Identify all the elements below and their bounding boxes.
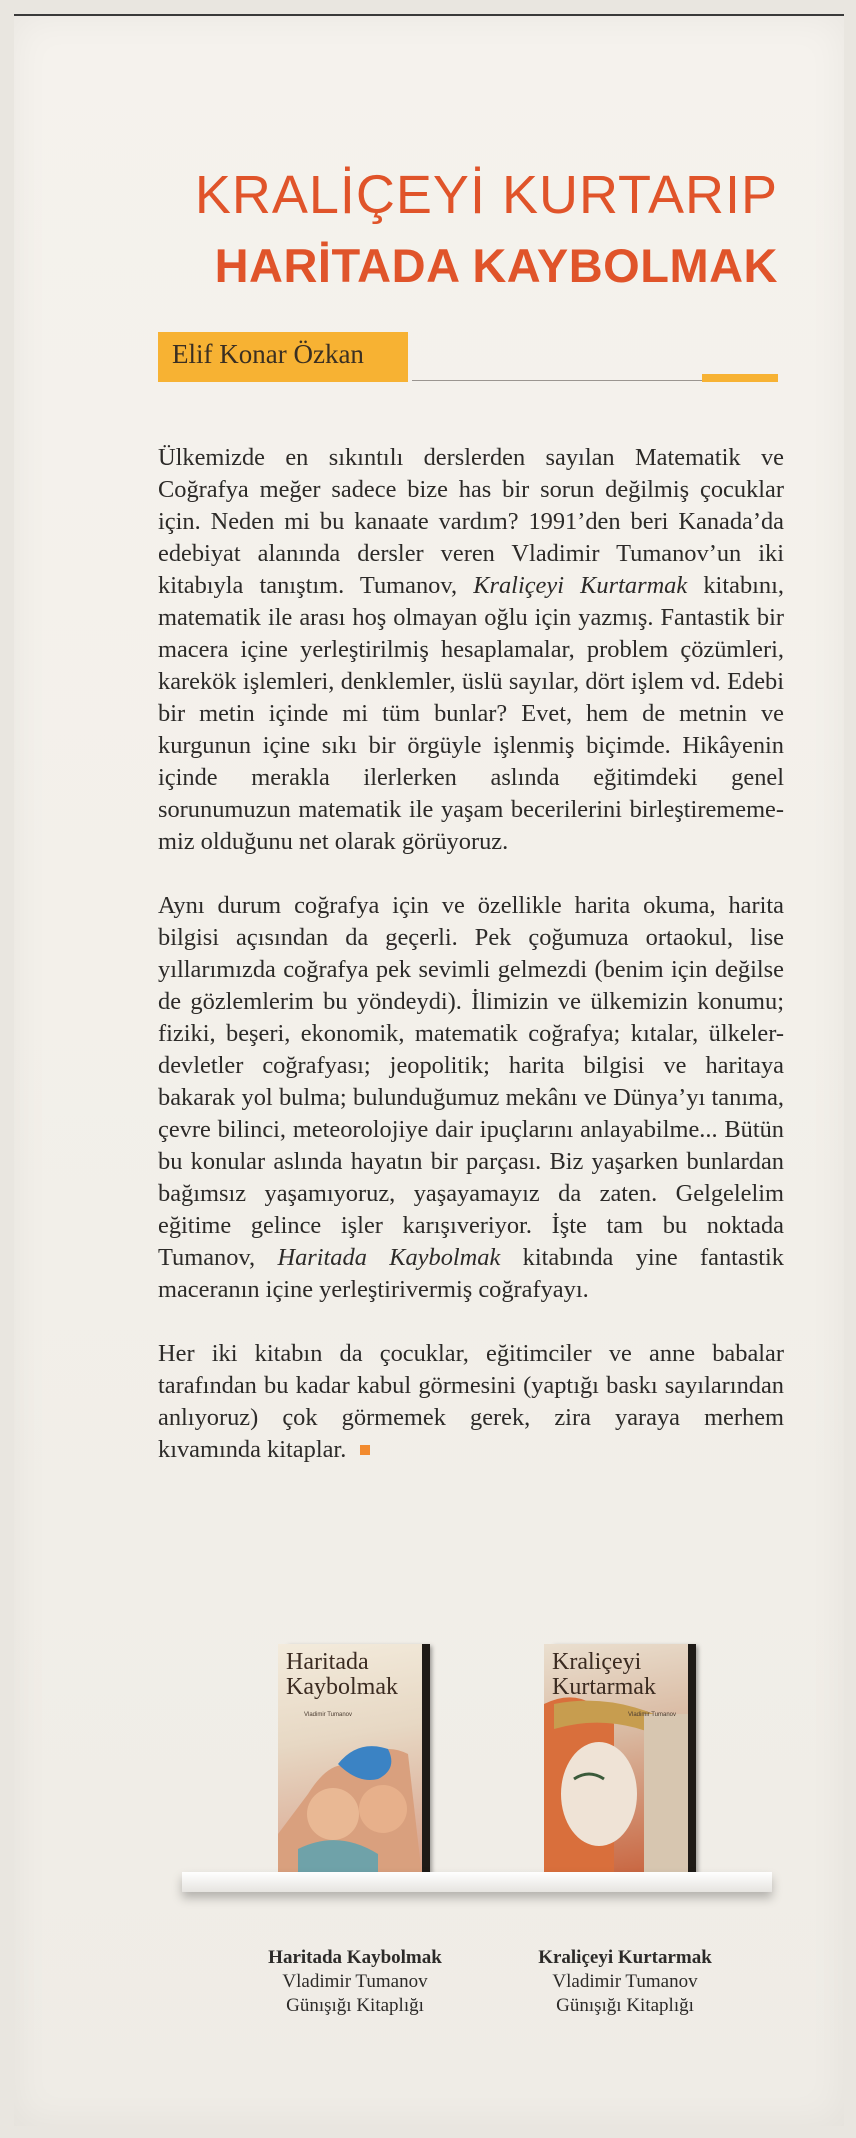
book-cover-author: Vladimir Tumanov (628, 1712, 677, 1718)
book-caption-right (500, 1946, 750, 2018)
paragraph-2-text-a: Aynı durum coğrafya için ve özellikle harita okuma, harita bilgisi açısından da geçerli. Pek çoğumuza ortaokul, lise yıllarımızda coğrafya pek sevimli gelmezdi (benim için değilse de gözlemlerim bu yöndeydi). İlimizin ve ülkemizin konumu; fiziki, beşeri, ekonomik, matematik coğrafya; kıtalar, ülkeler-devletler coğrafyası; jeopolitik; harita bilgisi ve haritaya bakarak yol bulma; bulunduğumuz mekânı ve Dünya’yı tanıma, çevre bilinci, meteorolojiye dair ipuçlarını anlayabilme... Bütün bu konular aslında hayatın bir parçası. Biz yaşarken bunlardan bağımsız yaşamıyoruz, yaşayamayız da zaten. Gelgelelim eğitime gelince işler karışıveriyor. İşte tam bu noktada Tumanov, (158, 892, 784, 1271)
article-title-line1: KRALİÇEYİ KURTARIP (194, 165, 778, 225)
magazine-page (14, 14, 844, 2126)
book-cover-title-line2: Kaybolmak (286, 1674, 398, 1700)
book-shelf (182, 1872, 772, 1892)
caption-author: Vladimir Tumanov (552, 1971, 698, 1992)
paragraph-1-text-a: Ülkemizde en sıkıntılı derslerden sayılan Matematik ve Coğrafya meğer sadece bize has bir sorun değilmiş çocuklar için. Neden mi bu kanaate vardım? 1991’den beri Kanada’da edebiyat alanında dersler veren Vladimir Tumanov’un iki kitabıyla tanıştım. Tumanov, (158, 444, 784, 599)
caption-title: Kraliçeyi Kurtarmak (538, 1947, 712, 1968)
author-rule-accent (702, 374, 778, 382)
paragraph-1 (158, 442, 784, 858)
caption-publisher: Günışığı Kitaplığı (286, 1995, 424, 2016)
book-cover-title (552, 1650, 682, 1700)
book-cover-kraliceyi-kurtarmak (544, 1644, 688, 1876)
paragraph-2 (158, 890, 784, 1306)
article-title-line2: HARİTADA KAYBOLMAK (214, 239, 778, 292)
book-cover-title-line1: Kraliçeyi (552, 1649, 642, 1675)
book-cover-author: Vladimir Tumanov (304, 1712, 353, 1718)
end-of-article-square-icon (360, 1445, 370, 1455)
caption-publisher: Günışığı Kitaplığı (556, 1995, 694, 2016)
book-title-italic: Haritada Kaybolmak (277, 1244, 501, 1271)
book-cover-haritada-kaybolmak (278, 1644, 422, 1876)
book-cover-illustration (278, 1644, 422, 1876)
author-name: Elif Konar Özkan (172, 339, 364, 369)
author-rule (412, 380, 702, 381)
book-cover-title-line1: Haritada (286, 1649, 369, 1675)
book-caption-left (230, 1946, 480, 2018)
article-body (158, 442, 784, 1466)
paragraph-1-text-b: kitabını, matematik ile arası hoş olmayan oğlu için yazmış. Fantastik bir macera içine yerleştirilmiş hesaplamalar, problem çözümleri, karekök işlemleri, denklemler, üslü sayılar, dört işlem vd. Edebi bir metin içinde mi tüm bunlar? Evet, hem de metnin ve kurgunun içine sıkı bir örgüyle işlenmiş biçimde. Hikâyenin içinde merakla ilerlerken aslında eğitimdeki genel sorunumuzun matematik ile yaşam becerilerini birleştiremememiz olduğunu net olarak görüyoruz. (158, 572, 784, 855)
book-cover-title-line2: Kurtarmak (552, 1674, 656, 1700)
caption-author: Vladimir Tumanov (282, 1971, 428, 1992)
caption-title: Haritada Kaybolmak (268, 1947, 442, 1968)
paragraph-2-text-b: kitabında yine fantastik maceranın içine yerleştirivermiş coğrafyayı. (158, 1244, 784, 1303)
paragraph-3-text: Her iki kitabın da çocuklar, eğitimciler ve anne babalar tarafından bu kadar kabul görmesini (yaptığı baskı sayılarından anlıyoruz) çok görmemek gerek, zira yaraya merhem kıvamında kitaplar. (158, 1340, 784, 1463)
book-title-italic: Kraliçeyi Kurtarmak (473, 572, 688, 599)
paragraph-3 (158, 1338, 784, 1466)
